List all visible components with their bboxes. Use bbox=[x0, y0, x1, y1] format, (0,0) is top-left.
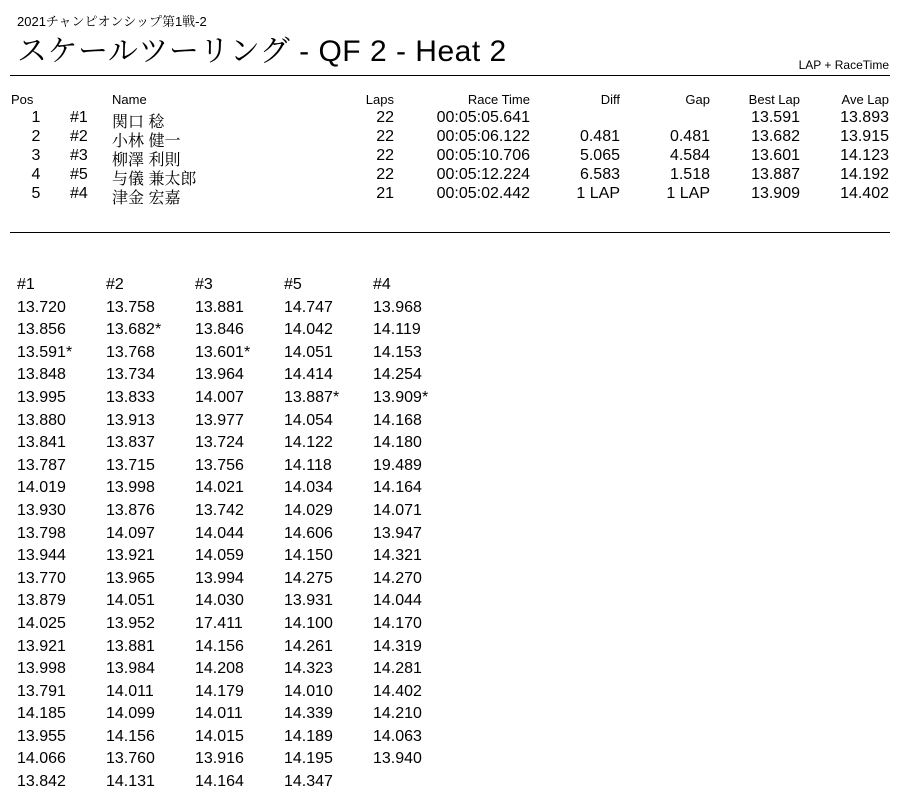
gap-cell: 0.481 bbox=[669, 128, 710, 145]
lap-time-cell: 13.909* bbox=[373, 388, 429, 406]
driver-name-cell: 関口 稔 bbox=[112, 114, 165, 131]
lap-time-cell: 14.270 bbox=[373, 569, 422, 587]
lap-time-cell: 13.944 bbox=[17, 547, 66, 565]
car-number-cell: #5 bbox=[70, 166, 88, 183]
lap-column-header: #4 bbox=[373, 276, 391, 293]
lap-time-cell: 14.347 bbox=[284, 773, 333, 791]
col-header-pos: Pos bbox=[11, 92, 34, 107]
lap-time-cell: 13.995 bbox=[17, 388, 66, 406]
lap-time-cell: 14.025 bbox=[17, 614, 66, 632]
lap-time-cell: 14.118 bbox=[284, 456, 332, 474]
lap-time-cell: 13.965 bbox=[106, 569, 155, 587]
report-mode-label: LAP + RaceTime bbox=[798, 58, 889, 72]
lap-time-cell: 14.185 bbox=[17, 705, 66, 723]
lap-time-cell: 14.054 bbox=[284, 411, 333, 429]
lap-time-cell: 13.856 bbox=[17, 321, 66, 339]
lap-time-cell: 13.952 bbox=[106, 614, 155, 632]
lap-time-cell: 13.742 bbox=[195, 501, 244, 519]
lap-time-cell: 13.768 bbox=[106, 343, 155, 361]
race-time-cell: 00:05:06.122 bbox=[436, 128, 530, 145]
lap-time-cell: 14.097 bbox=[106, 524, 155, 542]
lap-time-cell: 13.940 bbox=[373, 750, 422, 768]
lap-time-cell: 14.099 bbox=[106, 705, 155, 723]
lap-time-cell: 14.150 bbox=[284, 547, 333, 565]
lap-time-cell: 14.042 bbox=[284, 321, 333, 339]
best-lap-cell: 13.887 bbox=[751, 166, 800, 183]
pos-cell: 3 bbox=[31, 147, 41, 164]
driver-name-cell: 柳澤 利則 bbox=[112, 152, 181, 169]
col-header-gap: Gap bbox=[685, 92, 710, 107]
lap-column bbox=[284, 274, 339, 794]
lap-time-cell: 13.881 bbox=[195, 298, 244, 316]
col-header-ave-lap: Ave Lap bbox=[841, 92, 889, 107]
lap-time-cell: 13.977 bbox=[195, 411, 244, 429]
lap-time-cell: 13.591* bbox=[17, 343, 73, 361]
laps-cell: 22 bbox=[376, 109, 394, 126]
lap-time-cell: 13.984 bbox=[106, 660, 155, 678]
lap-time-cell: 14.011 bbox=[195, 705, 243, 723]
ave-lap-cell: 14.123 bbox=[840, 147, 889, 164]
lap-time-cell: 13.841 bbox=[17, 434, 66, 452]
laps-cell: 21 bbox=[376, 185, 394, 202]
car-number-cell: #1 bbox=[70, 109, 88, 126]
best-lap-cell: 13.601 bbox=[751, 147, 800, 164]
event-subtitle: 2021チャンピオンシップ第1戦-2 bbox=[17, 14, 207, 29]
diff-cell: 6.583 bbox=[579, 166, 620, 183]
lap-time-cell: 14.066 bbox=[17, 750, 66, 768]
lap-time-cell: 13.756 bbox=[195, 456, 244, 474]
lap-time-cell: 13.921 bbox=[106, 547, 155, 565]
lap-time-cell: 14.021 bbox=[195, 479, 244, 497]
lap-time-cell: 13.947 bbox=[373, 524, 422, 542]
car-number-cell: #3 bbox=[70, 147, 88, 164]
lap-time-cell: 14.030 bbox=[195, 592, 244, 610]
race-time-cell: 00:05:12.224 bbox=[436, 166, 530, 183]
best-lap-cell: 13.682 bbox=[751, 128, 800, 145]
lap-time-cell: 14.164 bbox=[195, 773, 244, 791]
table-row bbox=[0, 128, 900, 150]
ave-lap-cell: 14.192 bbox=[840, 166, 889, 183]
lap-time-cell: 14.063 bbox=[373, 727, 422, 745]
lap-time-cell: 14.261 bbox=[284, 637, 333, 655]
lap-time-cell: 14.044 bbox=[373, 592, 422, 610]
lap-time-cell: 14.156 bbox=[106, 727, 155, 745]
ave-lap-cell: 14.402 bbox=[840, 185, 889, 202]
lap-time-cell: 13.931 bbox=[284, 592, 333, 610]
lap-time-cell: 14.339 bbox=[284, 705, 333, 723]
race-time-cell: 00:05:02.442 bbox=[436, 185, 530, 202]
lap-time-cell: 13.887* bbox=[284, 388, 340, 406]
lap-time-cell: 14.119 bbox=[373, 321, 421, 339]
lap-column-header: #2 bbox=[106, 276, 124, 293]
lap-time-cell: 14.189 bbox=[284, 727, 333, 745]
results-table bbox=[0, 92, 900, 207]
lap-time-cell: 14.011 bbox=[106, 682, 154, 700]
results-divider bbox=[10, 232, 890, 233]
lap-time-cell: 13.921 bbox=[17, 637, 66, 655]
lap-time-cell: 14.402 bbox=[373, 682, 422, 700]
lap-time-cell: 14.275 bbox=[284, 569, 333, 587]
header-divider bbox=[10, 75, 890, 76]
lap-time-cell: 14.010 bbox=[284, 682, 333, 700]
lap-time-cell: 13.770 bbox=[17, 569, 66, 587]
diff-cell: 5.065 bbox=[579, 147, 620, 164]
lap-time-cell: 14.168 bbox=[373, 411, 422, 429]
lap-column bbox=[17, 274, 72, 794]
lap-time-cell: 14.034 bbox=[284, 479, 333, 497]
lap-time-cell: 17.411 bbox=[195, 614, 243, 632]
race-title: スケールツーリング - QF 2 - Heat 2 bbox=[17, 35, 507, 68]
car-number-cell: #4 bbox=[70, 185, 88, 202]
lap-time-cell: 13.994 bbox=[195, 569, 244, 587]
lap-time-cell: 14.281 bbox=[373, 660, 422, 678]
pos-cell: 4 bbox=[31, 166, 41, 183]
lap-time-cell: 13.798 bbox=[17, 524, 66, 542]
lap-time-cell: 14.100 bbox=[284, 614, 333, 632]
lap-time-cell: 19.489 bbox=[373, 456, 422, 474]
table-row bbox=[0, 185, 900, 207]
lap-time-cell: 13.916 bbox=[195, 750, 244, 768]
lap-time-cell: 13.724 bbox=[195, 434, 244, 452]
lap-time-cell: 13.848 bbox=[17, 366, 66, 384]
lap-time-cell: 14.254 bbox=[373, 366, 422, 384]
lap-column-header: #5 bbox=[284, 276, 302, 293]
gap-cell: 4.584 bbox=[669, 147, 710, 164]
driver-name-cell: 小林 健一 bbox=[112, 133, 181, 150]
lap-time-cell: 13.760 bbox=[106, 750, 155, 768]
col-header-diff: Diff bbox=[600, 92, 620, 107]
lap-time-cell: 14.180 bbox=[373, 434, 422, 452]
lap-column bbox=[106, 274, 161, 794]
best-lap-cell: 13.909 bbox=[751, 185, 800, 202]
best-lap-cell: 13.591 bbox=[751, 109, 800, 126]
diff-cell: 0.481 bbox=[579, 128, 620, 145]
driver-name-cell: 与儀 兼太郎 bbox=[112, 171, 197, 188]
pos-cell: 1 bbox=[31, 109, 41, 126]
lap-time-cell: 14.131 bbox=[106, 773, 155, 791]
lap-time-cell: 14.153 bbox=[373, 343, 422, 361]
lap-time-cell: 14.059 bbox=[195, 547, 244, 565]
lap-time-cell: 14.321 bbox=[373, 547, 422, 565]
pos-cell: 2 bbox=[31, 128, 41, 145]
table-row bbox=[0, 147, 900, 169]
lap-column bbox=[373, 274, 428, 771]
lap-time-cell: 13.913 bbox=[106, 411, 155, 429]
pos-cell: 5 bbox=[31, 185, 41, 202]
lap-time-cell: 13.842 bbox=[17, 773, 66, 791]
lap-time-cell: 14.179 bbox=[195, 682, 244, 700]
lap-time-cell: 14.208 bbox=[195, 660, 244, 678]
lap-time-cell: 13.846 bbox=[195, 321, 244, 339]
lap-column-header: #1 bbox=[17, 276, 35, 293]
laps-cell: 22 bbox=[376, 128, 394, 145]
lap-time-cell: 14.170 bbox=[373, 614, 422, 632]
lap-time-cell: 14.606 bbox=[284, 524, 333, 542]
lap-time-cell: 14.323 bbox=[284, 660, 333, 678]
lap-time-cell: 13.964 bbox=[195, 366, 244, 384]
lap-time-cell: 14.195 bbox=[284, 750, 333, 768]
table-row bbox=[0, 109, 900, 131]
lap-time-cell: 13.880 bbox=[17, 411, 66, 429]
lap-time-cell: 14.019 bbox=[17, 479, 66, 497]
ave-lap-cell: 13.915 bbox=[840, 128, 889, 145]
lap-time-cell: 13.930 bbox=[17, 501, 66, 519]
lap-time-cell: 13.758 bbox=[106, 298, 155, 316]
driver-name-cell: 津金 宏嘉 bbox=[112, 190, 181, 207]
lap-time-cell: 14.015 bbox=[195, 727, 244, 745]
col-header-laps: Laps bbox=[365, 92, 394, 107]
lap-time-cell: 13.998 bbox=[17, 660, 66, 678]
lap-time-cell: 13.968 bbox=[373, 298, 422, 316]
lap-time-cell: 13.601* bbox=[195, 343, 251, 361]
race-time-cell: 00:05:10.706 bbox=[436, 147, 530, 164]
lap-time-cell: 13.715 bbox=[106, 456, 155, 474]
lap-time-cell: 13.881 bbox=[106, 637, 155, 655]
laps-cell: 22 bbox=[376, 147, 394, 164]
lap-column-header: #3 bbox=[195, 276, 213, 293]
ave-lap-cell: 13.893 bbox=[840, 109, 889, 126]
lap-column bbox=[195, 274, 250, 794]
col-header-race-time: Race Time bbox=[467, 92, 530, 107]
lap-time-cell: 13.791 bbox=[17, 682, 66, 700]
lap-time-cell: 13.876 bbox=[106, 501, 155, 519]
lap-time-cell: 13.998 bbox=[106, 479, 155, 497]
lap-time-cell: 14.051 bbox=[106, 592, 155, 610]
lap-time-cell: 14.007 bbox=[195, 388, 244, 406]
lap-time-cell: 14.071 bbox=[373, 501, 422, 519]
col-header-name: Name bbox=[112, 92, 147, 107]
lap-time-cell: 14.210 bbox=[373, 705, 422, 723]
lap-time-cell: 14.164 bbox=[373, 479, 422, 497]
lap-time-cell: 13.879 bbox=[17, 592, 66, 610]
race-time-cell: 00:05:05.641 bbox=[436, 109, 530, 126]
lap-time-cell: 13.837 bbox=[106, 434, 155, 452]
gap-cell: 1.518 bbox=[669, 166, 710, 183]
diff-cell: 1 LAP bbox=[576, 185, 620, 202]
table-row bbox=[0, 166, 900, 188]
lap-time-cell: 13.720 bbox=[17, 298, 66, 316]
lap-time-cell: 13.787 bbox=[17, 456, 66, 474]
lap-time-cell: 14.747 bbox=[284, 298, 333, 316]
lap-time-cell: 14.122 bbox=[284, 434, 333, 452]
lap-time-cell: 13.734 bbox=[106, 366, 155, 384]
lap-time-cell: 14.029 bbox=[284, 501, 333, 519]
col-header-best-lap: Best Lap bbox=[748, 92, 800, 107]
lap-time-cell: 13.682* bbox=[106, 321, 162, 339]
results-header-row bbox=[0, 92, 900, 109]
lap-time-cell: 14.044 bbox=[195, 524, 244, 542]
lap-time-cell: 14.156 bbox=[195, 637, 244, 655]
lap-time-cell: 13.833 bbox=[106, 388, 155, 406]
lap-time-cell: 14.414 bbox=[284, 366, 333, 384]
lap-time-cell: 13.955 bbox=[17, 727, 66, 745]
lap-time-cell: 14.319 bbox=[373, 637, 422, 655]
laps-cell: 22 bbox=[376, 166, 394, 183]
lap-time-cell: 14.051 bbox=[284, 343, 333, 361]
car-number-cell: #2 bbox=[70, 128, 88, 145]
gap-cell: 1 LAP bbox=[666, 185, 710, 202]
